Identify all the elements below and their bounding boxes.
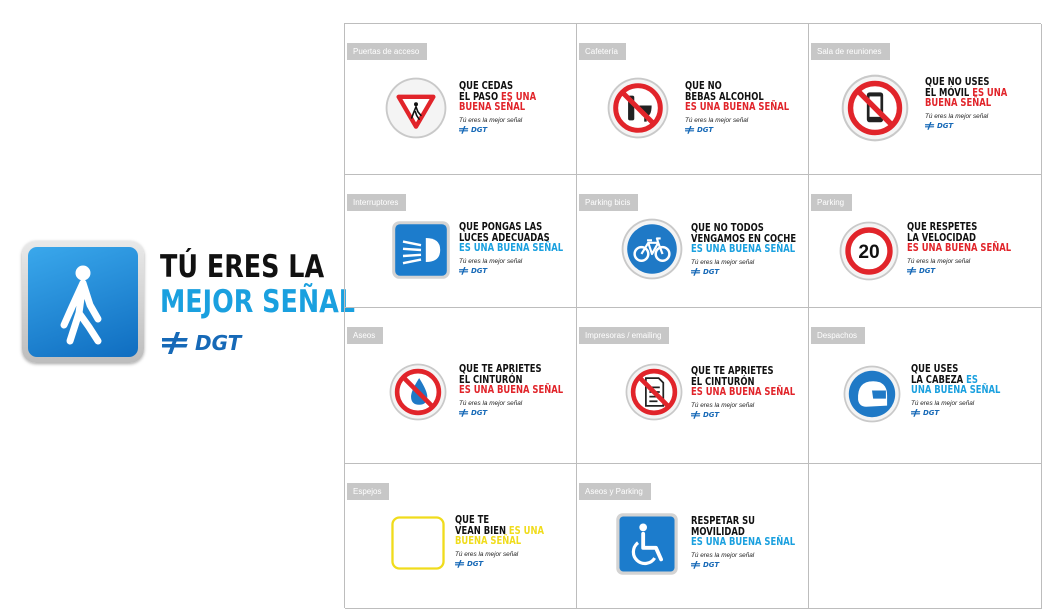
caption-text: QUE CEDAS [459, 80, 514, 92]
caption-text: QUE RESPETES [907, 221, 978, 233]
bicycle-sign-icon [621, 218, 683, 280]
wheelchair-sign-icon [615, 512, 679, 576]
caption-text: QUE USES [911, 363, 959, 375]
caption-line [925, 98, 1007, 109]
caption-text: EL CINTURÓN [459, 373, 523, 386]
caption-accent: ES UNA BUENA SEÑAL [907, 242, 1012, 254]
sign-caption [691, 516, 795, 548]
caption-text: QUE PONGAS LAS [459, 221, 543, 233]
location-tag: Parking bicis [579, 194, 638, 211]
sign-card [345, 308, 577, 464]
dgt-logo-text: DGT [703, 268, 720, 276]
dgt-logo-text: DGT [703, 411, 720, 419]
caption-text: QUE TE [455, 514, 490, 526]
dgt-logo [455, 560, 483, 568]
caption-text: LA CABEZA [911, 373, 967, 386]
caption-text: QUE NO [685, 80, 722, 92]
caption-accent: ES UNA [972, 86, 1008, 99]
sign-card [809, 308, 1042, 464]
sign-caption [691, 223, 796, 255]
sign-caption [691, 366, 795, 398]
no-paper-sign-icon [625, 363, 683, 421]
dgt-logo-text: DGT [919, 267, 936, 275]
no-phone-sign-icon [841, 74, 909, 142]
sign-card [577, 308, 809, 464]
caption-text: RESPETAR SU [691, 515, 755, 527]
location-tag: Cafetería [579, 43, 626, 60]
dgt-logo [459, 126, 487, 134]
location-tag: Parking [811, 194, 852, 211]
caption-accent: ES UNA BUENA SEÑAL [685, 101, 790, 113]
sign-card [577, 175, 809, 308]
caption-text: QUE TE APRIETES [459, 363, 542, 375]
pedestrian-sign-icon [22, 241, 144, 363]
tagline: Tú eres la mejor señal [911, 400, 975, 407]
caption-line [455, 536, 544, 547]
dgt-logo [459, 267, 487, 275]
location-tag: Impresoras / emailing [579, 327, 669, 344]
caption-text: QUE NO USES [925, 76, 990, 88]
dgt-logo-text: DGT [703, 561, 720, 569]
sign-caption [911, 364, 1000, 396]
caption-text: QUE TE APRIETES [691, 365, 774, 377]
caption-accent: ES UNA BUENA SEÑAL [459, 242, 564, 254]
caption-line [459, 385, 563, 396]
caption-text: BEBAS ALCOHOL [685, 90, 764, 103]
tagline: Tú eres la mejor señal [459, 258, 523, 265]
caption-line [691, 244, 796, 255]
caption-accent: ES UNA [508, 524, 544, 537]
location-tag: Interruptores [347, 194, 406, 211]
svg-text:20: 20 [858, 242, 880, 264]
no-water-sign-icon [389, 363, 447, 421]
signs-grid [344, 23, 1041, 608]
sign-caption [459, 222, 563, 254]
dgt-logo [459, 409, 487, 417]
tagline: Tú eres la mejor señal [691, 259, 755, 266]
yield-pedestrian-sign-icon [385, 77, 447, 139]
location-tag: Aseos y Parking [579, 483, 651, 500]
caption-text: LUCES ADECUADAS [459, 231, 550, 244]
caption-text: EL MÓVIL [925, 86, 973, 99]
caption-accent: ES UNA BUENA SEÑAL [691, 243, 796, 255]
sign-caption [685, 81, 789, 113]
hero-title [160, 250, 355, 320]
sign-card [577, 24, 809, 175]
tagline: Tú eres la mejor señal [455, 551, 519, 558]
caption-accent: BUENA SEÑAL [455, 535, 522, 547]
sign-card [345, 175, 577, 308]
no-alcohol-sign-icon [607, 77, 669, 139]
dgt-logo [162, 331, 241, 355]
tagline: Tú eres la mejor señal [691, 402, 755, 409]
caption-accent: BUENA SEÑAL [925, 97, 992, 109]
dgt-logo-text: DGT [471, 267, 488, 275]
caption-line [907, 243, 1011, 254]
dgt-logo [691, 268, 719, 276]
caption-text: EL PASO [459, 90, 502, 103]
caption-accent: UNA BUENA SEÑAL [911, 384, 1001, 396]
caption-line [459, 102, 536, 113]
dgt-logo [907, 267, 935, 275]
location-tag: Sala de reuniones [811, 43, 890, 60]
sign-card [577, 464, 809, 609]
caption-accent: ES UNA BUENA SEÑAL [691, 536, 796, 548]
sign-caption [455, 515, 544, 547]
hero-title-line2: MEJOR SEÑAL [160, 284, 355, 320]
caption-accent: ES [966, 373, 978, 386]
caption-text: EL CINTURÓN [691, 375, 755, 388]
dgt-logo [691, 561, 719, 569]
tagline: Tú eres la mejor señal [459, 400, 523, 407]
location-tag: Aseos [347, 327, 383, 344]
sign-card [345, 464, 577, 609]
caption-line [459, 243, 563, 254]
dgt-logo-text: DGT [937, 122, 954, 130]
dgt-logo-text: DGT [195, 331, 242, 355]
caption-line [691, 537, 795, 548]
dgt-logo-text: DGT [697, 126, 714, 134]
dgt-logo-text: DGT [471, 409, 488, 417]
caption-accent: ES UNA [501, 90, 537, 103]
sign-caption [459, 364, 563, 396]
dgt-logo [911, 409, 939, 417]
helmet-sign-icon [843, 365, 901, 423]
sign-caption [925, 77, 1007, 109]
caption-line [911, 385, 1000, 396]
location-tag: Espejos [347, 483, 389, 500]
sign-card [809, 175, 1042, 308]
caption-accent: ES UNA BUENA SEÑAL [691, 386, 796, 398]
dgt-logo [685, 126, 713, 134]
location-tag: Despachos [811, 327, 865, 344]
location-tag: Puertas de acceso [347, 43, 427, 60]
tagline: Tú eres la mejor señal [925, 113, 989, 120]
dgt-logo-text: DGT [471, 126, 488, 134]
dgt-mark-icon [162, 332, 192, 354]
caption-text: MOVILIDAD [691, 525, 745, 538]
sign-caption [907, 222, 1011, 254]
headlights-sign-icon [391, 220, 451, 280]
caption-text: VEAN BIEN [455, 524, 509, 537]
tagline: Tú eres la mejor señal [907, 258, 971, 265]
tagline: Tú eres la mejor señal [691, 552, 755, 559]
sign-card [809, 464, 1042, 609]
speed-limit-sign-icon [839, 221, 899, 281]
caption-accent: BUENA SEÑAL [459, 101, 526, 113]
caption-text: VENGAMOS EN COCHE [691, 232, 797, 245]
dgt-logo-text: DGT [467, 560, 484, 568]
sign-card [345, 24, 577, 175]
dgt-logo-text: DGT [923, 409, 940, 417]
sign-caption [459, 81, 536, 113]
tagline: Tú eres la mejor señal [685, 117, 749, 124]
caption-line [685, 102, 789, 113]
dgt-logo [691, 411, 719, 419]
mirror-frame-icon [389, 514, 447, 572]
sign-card [809, 24, 1042, 175]
caption-text: QUE NO TODOS [691, 222, 764, 234]
dgt-logo [925, 122, 953, 130]
caption-accent: ES UNA BUENA SEÑAL [459, 384, 564, 396]
caption-text: LA VELOCIDAD [907, 231, 976, 244]
hero-title-line1: TÚ ERES LA [160, 249, 325, 285]
caption-line [691, 387, 795, 398]
tagline: Tú eres la mejor señal [459, 117, 523, 124]
